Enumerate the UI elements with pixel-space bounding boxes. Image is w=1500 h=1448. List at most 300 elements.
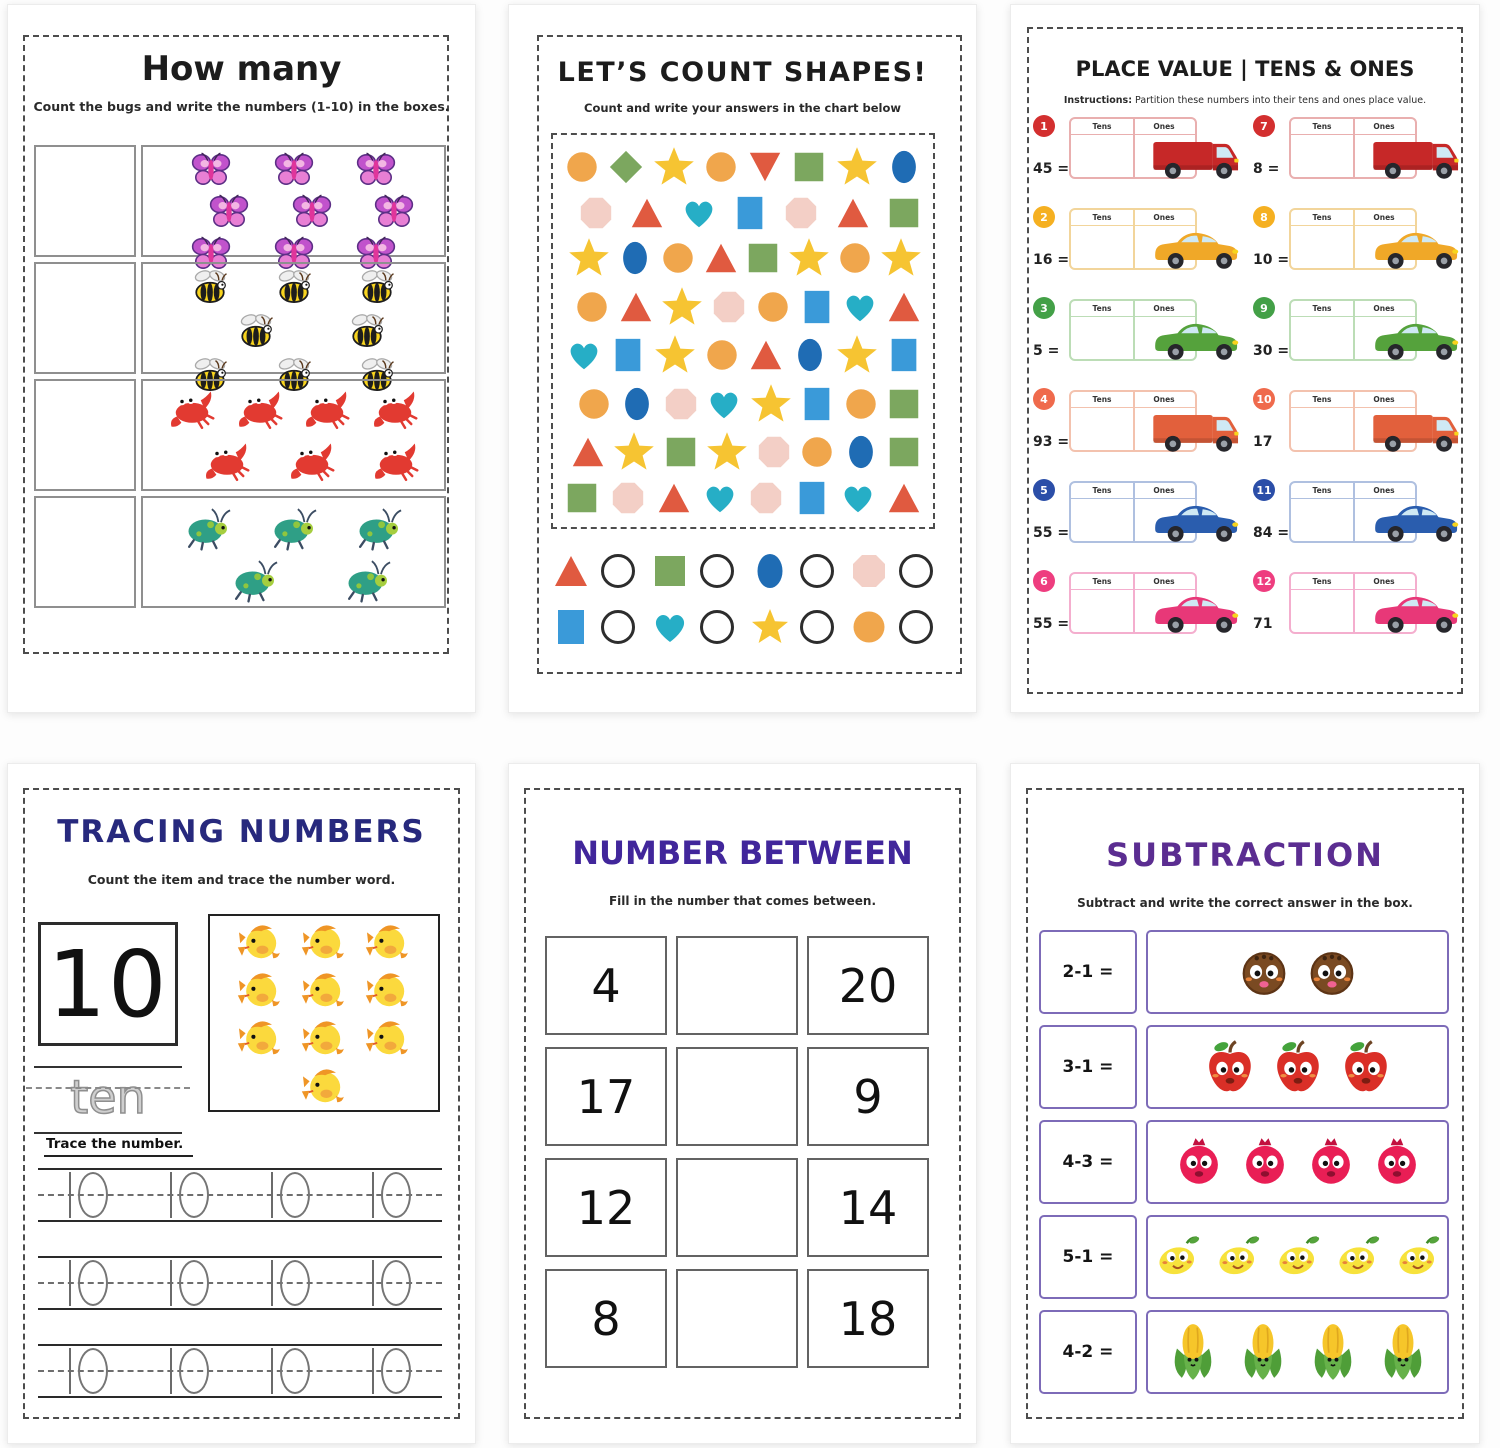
bee-icon — [272, 266, 316, 310]
car-icon — [1151, 583, 1245, 637]
trace-number-outline — [372, 1172, 412, 1218]
car-icon — [1151, 310, 1245, 364]
problem-label[interactable]: 4-2 = — [1039, 1310, 1137, 1394]
triangle-shape-icon — [885, 479, 923, 517]
truck-icon — [1371, 401, 1465, 455]
fish-icon — [236, 918, 284, 966]
triangle-shape-icon — [628, 194, 666, 232]
column-divider — [1353, 574, 1355, 632]
octagon-shape-icon — [782, 194, 820, 232]
trace-number-outline — [170, 1260, 210, 1306]
bug-line — [149, 500, 438, 552]
rect-shape-icon — [885, 336, 923, 374]
car-icon — [1371, 219, 1465, 273]
fish-icon — [300, 918, 348, 966]
truck-icon — [1151, 128, 1245, 182]
item-value: 8 = — [1253, 161, 1280, 177]
triangle-shape-icon — [834, 194, 872, 232]
bug-line — [149, 149, 438, 191]
column-divider — [1133, 210, 1135, 268]
octagon-shape-icon — [755, 433, 793, 471]
number-cell: 18 — [807, 1269, 929, 1368]
trace-number-outline — [69, 1260, 109, 1306]
column-header-ones: Ones — [1153, 213, 1175, 222]
item-number-badge: 2 — [1033, 206, 1055, 228]
corn-icon — [1233, 1322, 1293, 1382]
page-subtitle: Subtract and write the correct answer in the box. — [1077, 896, 1413, 910]
heart-shape-icon — [650, 607, 690, 647]
square-shape-icon — [744, 239, 782, 277]
trace-number-outline — [271, 1348, 311, 1394]
item-value: 17 — [1253, 434, 1273, 450]
fish-icon — [236, 1014, 284, 1062]
item-number-badge: 7 — [1253, 115, 1275, 137]
item-number-badge: 12 — [1253, 570, 1275, 592]
place-value-item — [1253, 115, 1459, 181]
star-shape-icon — [750, 607, 790, 647]
key-pair-heart — [650, 607, 734, 647]
shape-row — [563, 430, 923, 474]
star-shape-icon — [652, 145, 696, 189]
coconut-icon — [1235, 943, 1293, 1001]
column-divider — [1353, 483, 1355, 541]
butterfly-icon — [291, 191, 333, 233]
heart-shape-icon — [839, 479, 877, 517]
column-header-ones: Ones — [1153, 577, 1175, 586]
beetle-icon — [182, 500, 234, 552]
lemon-icon — [1333, 1232, 1383, 1282]
fish-icon — [300, 1062, 348, 1110]
crab-display-box — [141, 379, 446, 491]
pomegranate-icon — [1237, 1134, 1293, 1190]
shapes-grid — [551, 133, 935, 529]
page-subtitle: Count and write your answers in the chart below — [584, 101, 901, 115]
place-value-item — [1033, 570, 1239, 636]
worksheet-number-between — [508, 763, 977, 1444]
car-icon — [1371, 310, 1465, 364]
number-row — [545, 1047, 929, 1146]
answer-circle[interactable] — [700, 554, 734, 588]
oval-shape-icon — [616, 239, 654, 277]
problem-label[interactable]: 5-1 = — [1039, 1215, 1137, 1299]
square-shape-icon — [662, 433, 700, 471]
count-row-butterfly — [34, 145, 446, 257]
column-header-tens: Tens — [1092, 395, 1112, 404]
place-value-item — [1033, 388, 1239, 454]
star-shape-icon — [835, 145, 879, 189]
column-divider — [1353, 119, 1355, 177]
octagon-shape-icon — [849, 551, 889, 591]
place-value-item — [1253, 388, 1459, 454]
number-cell: 14 — [807, 1158, 929, 1257]
subtraction-rows — [1039, 930, 1449, 1405]
column-header-ones: Ones — [1153, 395, 1175, 404]
rect-shape-icon — [798, 288, 836, 326]
column-header-tens: Tens — [1092, 304, 1112, 313]
pomegranate-icon — [1171, 1134, 1227, 1190]
octagon-shape-icon — [662, 385, 700, 423]
beetle-display-box — [141, 496, 446, 608]
item-value: 71 — [1253, 616, 1273, 632]
worksheet-tracing-numbers — [7, 763, 476, 1444]
column-divider — [1353, 210, 1355, 268]
number-cell: 20 — [807, 936, 929, 1035]
number-cell: 9 — [807, 1047, 929, 1146]
circle-shape-icon — [573, 288, 611, 326]
answer-circle[interactable] — [601, 610, 635, 644]
shape-row — [563, 479, 923, 517]
oval-shape-icon — [618, 385, 656, 423]
column-header-ones: Ones — [1153, 486, 1175, 495]
butterfly-display-box — [141, 145, 446, 257]
lemon-icon — [1153, 1232, 1203, 1282]
trace-number-outline — [69, 1172, 109, 1218]
count-row-bee — [34, 262, 446, 374]
answer-key-row — [535, 599, 949, 655]
triangle-shape-icon — [551, 551, 591, 591]
page-title: TRACING NUMBERS — [57, 814, 426, 850]
bee-icon — [234, 310, 278, 354]
trace-number-outline — [271, 1172, 311, 1218]
butterfly-icon — [190, 149, 232, 191]
star-shape-icon — [749, 382, 793, 426]
page-title: NUMBER BETWEEN — [572, 834, 913, 872]
pomegranate-icon — [1369, 1134, 1425, 1190]
column-divider — [1133, 119, 1135, 177]
triangle-shape-icon — [747, 336, 785, 374]
column-header-ones: Ones — [1373, 577, 1395, 586]
item-number-badge: 3 — [1033, 297, 1055, 319]
star-shape-icon — [567, 236, 611, 280]
corn-icon — [1373, 1322, 1433, 1382]
rect-shape-icon — [793, 479, 831, 517]
column-header-tens: Tens — [1312, 304, 1332, 313]
page-title: LET’S COUNT SHAPES! — [557, 57, 928, 88]
coconut-display-box — [1146, 930, 1449, 1014]
trace-line-row[interactable] — [38, 1256, 442, 1310]
star-shape-icon — [660, 285, 704, 329]
count-row-beetle — [34, 496, 446, 608]
oval-shape-icon — [750, 551, 790, 591]
column-divider — [1133, 301, 1135, 359]
square-shape-icon — [885, 194, 923, 232]
star-shape-icon — [835, 333, 879, 377]
butterfly-icon — [273, 149, 315, 191]
beetle-icon — [353, 500, 405, 552]
answer-key — [535, 543, 949, 655]
column-header-ones: Ones — [1153, 122, 1175, 131]
truck-icon — [1371, 128, 1465, 182]
instructions-text: Partition these numbers into their tens and ones place value. — [1132, 95, 1427, 106]
corn-display-box — [1146, 1310, 1449, 1394]
trace-word: ten — [70, 1070, 146, 1124]
oval-shape-icon — [791, 336, 829, 374]
square-shape-icon — [790, 148, 828, 186]
bug-line — [149, 266, 438, 310]
answer-box[interactable] — [34, 379, 136, 491]
number-cell: 17 — [545, 1047, 667, 1146]
worksheet-how-many — [7, 4, 476, 713]
item-value: 5 = — [1033, 343, 1060, 359]
key-pair-triangle — [551, 551, 635, 591]
place-value-item — [1033, 115, 1239, 181]
octagon-shape-icon — [710, 288, 748, 326]
answer-circle[interactable] — [899, 554, 933, 588]
circle-shape-icon — [703, 336, 741, 374]
column-header-tens: Tens — [1312, 395, 1332, 404]
item-number-badge: 4 — [1033, 388, 1055, 410]
star-shape-icon — [653, 333, 697, 377]
worksheet-subtraction — [1010, 763, 1480, 1444]
subtraction-row — [1039, 1310, 1449, 1394]
circle-shape-icon — [798, 433, 836, 471]
answer-circle[interactable] — [899, 610, 933, 644]
count-row-crab — [34, 379, 446, 491]
answer-box[interactable] — [34, 262, 136, 374]
beetle-icon — [268, 500, 320, 552]
trace-number-outline — [170, 1172, 210, 1218]
subtraction-row — [1039, 1120, 1449, 1204]
bug-line — [149, 384, 438, 434]
coconut-icon — [1303, 943, 1361, 1001]
column-header-ones: Ones — [1153, 304, 1175, 313]
number-row — [545, 936, 929, 1035]
subtraction-row — [1039, 1025, 1449, 1109]
apple-icon — [1337, 1038, 1395, 1096]
car-icon — [1371, 492, 1465, 546]
circle-shape-icon — [575, 385, 613, 423]
column-header-ones: Ones — [1373, 122, 1395, 131]
shape-row — [563, 194, 923, 232]
answer-circle[interactable] — [800, 554, 834, 588]
trace-number-outline — [372, 1348, 412, 1394]
fish-icon — [364, 1014, 412, 1062]
triangle-shape-icon — [569, 433, 607, 471]
oval-shape-icon — [885, 148, 923, 186]
place-value-item — [1033, 206, 1239, 272]
truck-icon — [1151, 401, 1245, 455]
circle-shape-icon — [702, 148, 740, 186]
circle-shape-icon — [659, 239, 697, 277]
column-header-ones: Ones — [1373, 304, 1395, 313]
fish-line — [220, 918, 428, 966]
page-title: PLACE VALUE | TENS & ONES — [1075, 57, 1415, 81]
car-icon — [1151, 492, 1245, 546]
number-row — [545, 1158, 929, 1257]
fish-icon — [364, 918, 412, 966]
bee-icon — [345, 310, 389, 354]
column-header-ones: Ones — [1373, 395, 1395, 404]
triangle-shape-icon — [617, 288, 655, 326]
place-value-item — [1253, 570, 1459, 636]
beetle-icon — [342, 552, 394, 604]
place-value-item — [1033, 479, 1239, 545]
answer-box[interactable] — [34, 145, 136, 257]
column-divider — [1133, 483, 1135, 541]
bee-display-box — [141, 262, 446, 374]
subtraction-row — [1039, 1215, 1449, 1299]
shape-row — [563, 382, 923, 426]
car-icon — [1151, 219, 1245, 273]
page-subtitle: Count the item and trace the number word. — [87, 872, 396, 887]
item-number-badge: 6 — [1033, 570, 1055, 592]
fish-icon — [364, 966, 412, 1014]
octagon-shape-icon — [747, 479, 785, 517]
heart-shape-icon — [841, 288, 879, 326]
answer-circle[interactable] — [800, 610, 834, 644]
circle-shape-icon — [563, 148, 601, 186]
item-value: 84 = — [1253, 525, 1290, 541]
corn-icon — [1303, 1322, 1363, 1382]
oval-shape-icon — [842, 433, 880, 471]
item-number-badge: 9 — [1253, 297, 1275, 319]
star-shape-icon — [787, 236, 831, 280]
page-subtitle: Fill in the number that comes between. — [608, 894, 877, 908]
key-pair-rect — [551, 607, 635, 647]
answer-key-row — [535, 543, 949, 599]
page-title: SUBTRACTION — [1106, 836, 1384, 874]
fish-icon — [300, 1014, 348, 1062]
octagon-shape-icon — [577, 194, 615, 232]
column-divider — [1133, 392, 1135, 450]
star-shape-icon — [612, 430, 656, 474]
trace-number-outline — [372, 1260, 412, 1306]
rect-shape-icon — [731, 194, 769, 232]
heart-shape-icon — [565, 336, 603, 374]
problem-label[interactable]: 2-1 = — [1039, 930, 1137, 1014]
diamond-shape-icon — [607, 148, 645, 186]
trace-number-outline — [69, 1348, 109, 1394]
shape-row — [563, 236, 923, 280]
key-pair-square — [650, 551, 734, 591]
number-cell: 4 — [545, 936, 667, 1035]
bee-icon — [355, 266, 399, 310]
bug-line — [167, 552, 456, 604]
lemon-display-box — [1146, 1215, 1449, 1299]
number-between-grid — [545, 936, 929, 1380]
circle-shape-icon — [754, 288, 792, 326]
place-value-item — [1033, 297, 1239, 363]
pomegranate-display-box — [1146, 1120, 1449, 1204]
column-header-tens: Tens — [1092, 213, 1112, 222]
crab-icon — [370, 384, 420, 434]
shape-row — [563, 285, 923, 329]
dashed-guideline — [26, 1087, 190, 1089]
key-pair-oval — [750, 551, 834, 591]
answer-cell[interactable] — [676, 936, 798, 1035]
butterfly-icon — [355, 149, 397, 191]
triangle-shape-icon — [702, 239, 740, 277]
number-cell: 12 — [545, 1158, 667, 1257]
car-icon — [1371, 583, 1465, 637]
fish-line — [220, 1014, 428, 1062]
trace-number-outline — [271, 1260, 311, 1306]
column-header-tens: Tens — [1312, 213, 1332, 222]
triangle-shape-icon — [655, 479, 693, 517]
problem-label[interactable]: 3-1 = — [1039, 1025, 1137, 1109]
trace-line-row[interactable] — [38, 1168, 442, 1222]
answer-cell[interactable] — [676, 1269, 798, 1368]
crab-icon — [167, 384, 217, 434]
worksheet-count-shapes — [508, 4, 977, 713]
lemon-icon — [1273, 1232, 1323, 1282]
triangle_down-shape-icon — [746, 148, 784, 186]
rect-shape-icon — [551, 607, 591, 647]
fish-line — [220, 966, 428, 1014]
key-pair-star — [750, 607, 834, 647]
item-value: 30 = — [1253, 343, 1290, 359]
heart-shape-icon — [705, 385, 743, 423]
pomegranate-icon — [1303, 1134, 1359, 1190]
column-divider — [1353, 301, 1355, 359]
lemon-icon — [1213, 1232, 1263, 1282]
apple-icon — [1201, 1038, 1259, 1096]
trace-line-row[interactable] — [38, 1344, 442, 1398]
heart-shape-icon — [680, 194, 718, 232]
butterfly-icon — [373, 191, 415, 233]
answer-box[interactable] — [34, 496, 136, 608]
trace-word-area[interactable] — [34, 1066, 182, 1134]
bug-line — [167, 310, 456, 354]
circle-shape-icon — [849, 607, 889, 647]
circle-shape-icon — [836, 239, 874, 277]
fish-line — [220, 1062, 428, 1110]
column-header-ones: Ones — [1373, 213, 1395, 222]
bee-icon — [188, 266, 232, 310]
item-value: 45 = — [1033, 161, 1070, 177]
answer-cell[interactable] — [676, 1047, 798, 1146]
bug-line — [167, 436, 456, 486]
triangle-shape-icon — [885, 288, 923, 326]
item-number-badge: 5 — [1033, 479, 1055, 501]
star-shape-icon — [879, 236, 923, 280]
answer-circle[interactable] — [601, 554, 635, 588]
rect-shape-icon — [609, 336, 647, 374]
column-divider — [1353, 392, 1355, 450]
apple-icon — [1269, 1038, 1327, 1096]
star-shape-icon — [705, 430, 749, 474]
subtraction-row — [1039, 930, 1449, 1014]
octagon-shape-icon — [609, 479, 647, 517]
beetle-icon — [229, 552, 281, 604]
shape-row — [563, 145, 923, 189]
problem-label[interactable]: 4-3 = — [1039, 1120, 1137, 1204]
trace-instruction: Trace the number. — [44, 1136, 193, 1157]
count-table — [34, 145, 446, 613]
bug-line — [167, 191, 456, 233]
shape-row — [563, 333, 923, 377]
column-header-ones: Ones — [1373, 486, 1395, 495]
crab-icon — [302, 384, 352, 434]
column-header-tens: Tens — [1312, 122, 1332, 131]
apple-display-box — [1146, 1025, 1449, 1109]
answer-circle[interactable] — [700, 610, 734, 644]
lemon-icon — [1393, 1232, 1443, 1282]
item-number-badge: 11 — [1253, 479, 1275, 501]
corn-icon — [1163, 1322, 1223, 1382]
key-pair-circle — [849, 607, 933, 647]
place-value-grid — [1033, 115, 1459, 636]
worksheet-place-value — [1010, 4, 1480, 713]
answer-cell[interactable] — [676, 1158, 798, 1257]
square-shape-icon — [885, 433, 923, 471]
number-cell: 8 — [545, 1269, 667, 1368]
fish-icon — [236, 966, 284, 1014]
place-value-item — [1253, 297, 1459, 363]
column-header-tens: Tens — [1092, 577, 1112, 586]
item-value: 10 = — [1253, 252, 1290, 268]
circle-shape-icon — [842, 385, 880, 423]
